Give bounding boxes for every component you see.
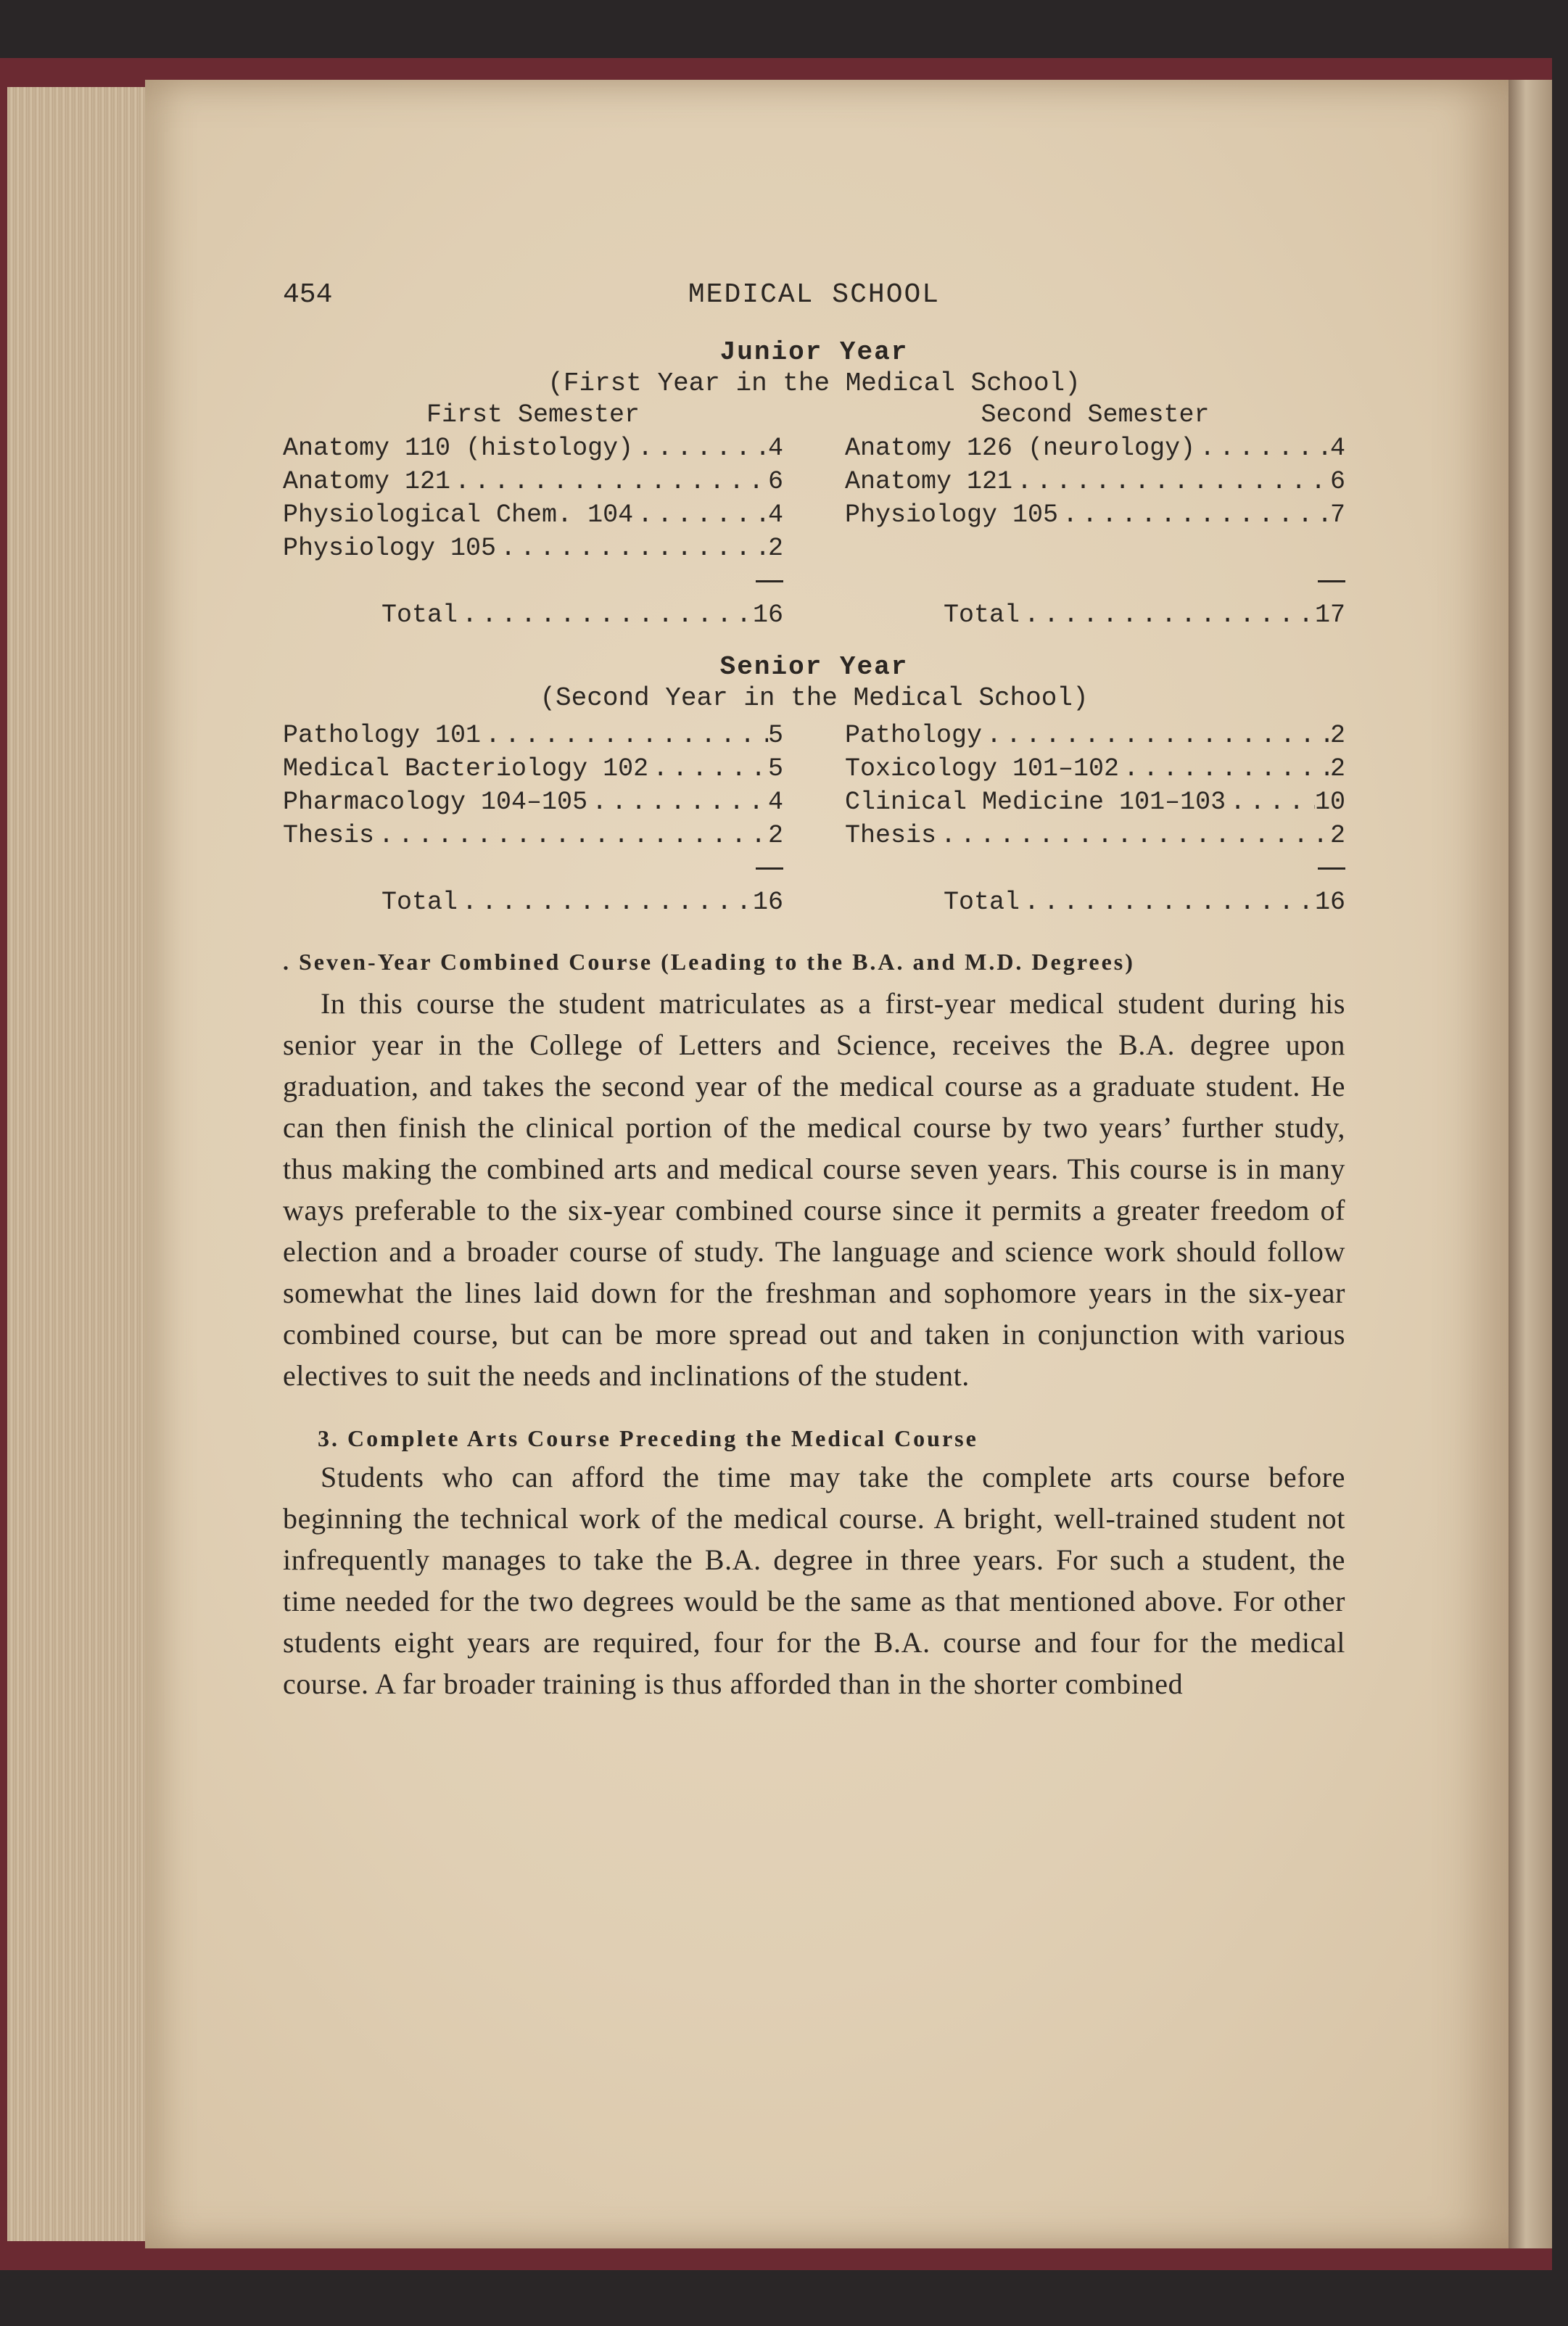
sum-rule xyxy=(845,565,1345,598)
course-row: Thesis ..... 2 xyxy=(845,819,1345,852)
complete-arts-course-title: 3. Complete Arts Course Preceding the Medical Course xyxy=(318,1425,978,1451)
second-semester-title: Second Semester xyxy=(981,400,1210,429)
book-spine-edge xyxy=(1509,80,1552,2248)
course-row: Toxicology 101–102 ..... 2 xyxy=(845,752,1345,785)
course-row: Pathology 101 ..... 5 xyxy=(283,719,783,752)
page-header xyxy=(283,272,1345,316)
sum-rule xyxy=(283,852,783,886)
total-row: Total ..... 16 xyxy=(283,598,783,632)
junior-first-semester xyxy=(283,398,783,632)
sum-rule xyxy=(283,565,783,598)
course-row: Clinical Medicine 101–103 ..... 10 xyxy=(845,785,1345,819)
senior-second-semester xyxy=(845,719,1345,919)
total-row: Total ..... 16 xyxy=(283,886,783,919)
course-row: Anatomy 110 (histology) ..... 4 xyxy=(283,432,783,465)
sum-rule xyxy=(845,852,1345,886)
course-row: Physiological Chem. 104 ..... 4 xyxy=(283,498,783,532)
course-row: Anatomy 126 (neurology) ..... 4 xyxy=(845,432,1345,465)
senior-year-heading: Senior Year xyxy=(719,652,909,682)
senior-year-subheading: (Second Year in the Medical School) xyxy=(540,683,1089,713)
senior-first-semester xyxy=(283,719,783,919)
junior-second-semester xyxy=(845,398,1345,632)
first-semester-title: First Semester xyxy=(426,400,640,429)
course-row: Pharmacology 104–105 ..... 4 xyxy=(283,785,783,819)
course-row: Anatomy 121 ..... 6 xyxy=(283,465,783,498)
seven-year-course-title: . Seven-Year Combined Course (Leading to the B.A. and M.D. Degrees) xyxy=(283,949,1135,975)
course-row: Anatomy 121 ..... 6 xyxy=(845,465,1345,498)
junior-year-heading: Junior Year xyxy=(719,337,909,367)
seven-year-course-body: In this course the student matriculates as a first-year medical student during his senior year in the College of Letters and Science, receives the B.A. degree upon graduation, and takes the second year of the medical course as a graduate student. He can then finish the clinical portion of the medical course by two years’ further study, thus making the combined arts and medical course seven years. This course is in many ways preferable to the six-year combined course since it permits a greater freedom of election and a broader course of study. The language and science work should follow somewhat the lines laid down for the freshman and sophomore years in the six-year combined course, but can be more spread out and taken in conjunction with various electives to suit the needs and inclinations of the student. xyxy=(283,987,1345,1392)
running-title: MEDICAL SCHOOL xyxy=(688,279,941,310)
total-row: Total ..... 17 xyxy=(845,598,1345,632)
page-content xyxy=(283,272,1345,1704)
course-row: Physiology 105 ..... 2 xyxy=(283,532,783,565)
junior-year-table xyxy=(283,398,1345,632)
course-row: Medical Bacteriology 102 ..... 5 xyxy=(283,752,783,785)
course-row: Thesis ..... 2 xyxy=(283,819,783,852)
complete-arts-course-body: Students who can afford the time may take the complete arts course before beginning the technical work of the medical course. A bright, well-trained student not infrequently manages to take the B.A. degree in three years. For such a student, the time needed for the two degrees would be the same as that mentioned above. For other students eight years are required, four for the B.A. course and four for the medical course. A far broader training is thus afforded than in the shorter combined xyxy=(283,1461,1345,1700)
page-edges xyxy=(7,87,160,2241)
total-row: Total ..... 16 xyxy=(845,886,1345,919)
course-row: Pathology ..... 2 xyxy=(845,719,1345,752)
junior-year-subheading: (First Year in the Medical School) xyxy=(548,368,1081,398)
page-number: 454 xyxy=(283,279,333,310)
course-row: Physiology 105 ..... 7 xyxy=(845,498,1345,532)
senior-year-table xyxy=(283,719,1345,919)
